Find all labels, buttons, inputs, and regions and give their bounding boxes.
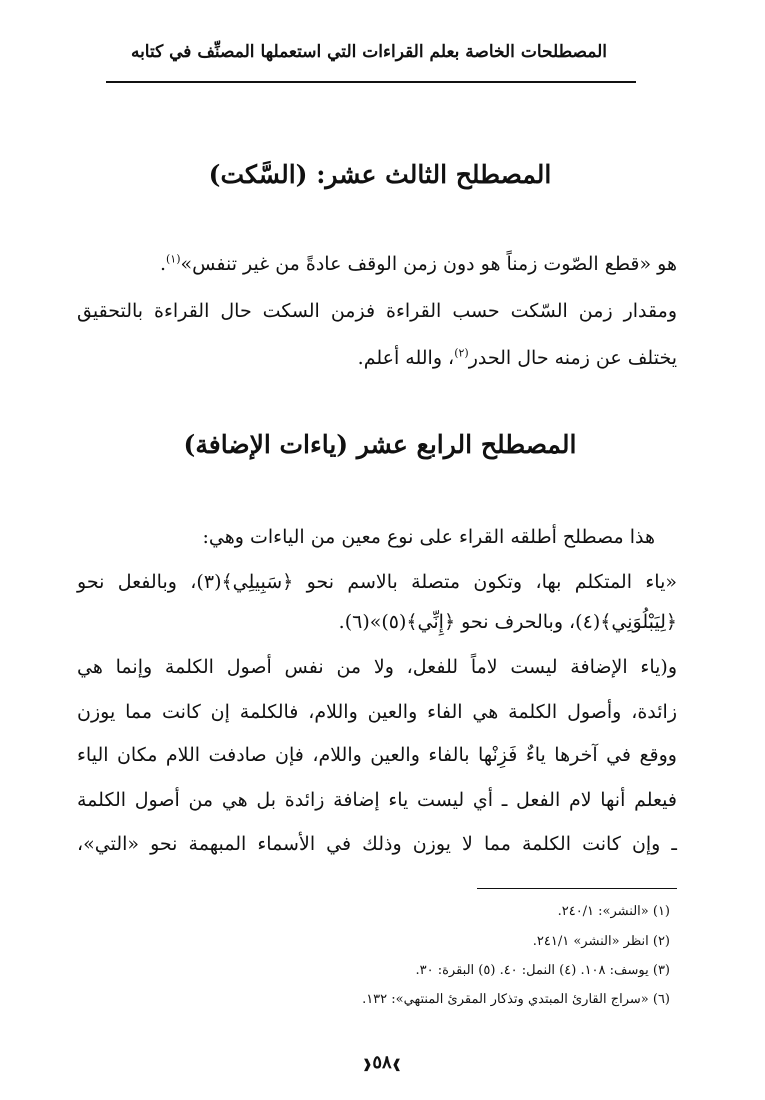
footnote-ref: (١) [165, 252, 181, 266]
section-title-13: المصطلح الثالث عشر: (السَّكت) [208, 160, 552, 189]
paragraph-line: زائدة، وأصول الكلمة هي الفاء والعين واللام، فالكلمة إن كانت مما يوزن [77, 701, 677, 723]
paragraph-line: ـ وإن كانت الكلمة مما لا يوزن وذلك في الأسماء المبهمة نحو «التي»، [77, 833, 677, 855]
paragraph-line: هو «قطع الصّوت زمناً هو دون زمن الوقف عادةً من غير تنفس»$^{(١)}$. [159, 252, 677, 275]
footnote: (٦) «سراج القارئ المبتدي وتذكار المقرئ المنتهي»: ١٣٢. [362, 992, 670, 1007]
page-number-value: ٥٨ [372, 1052, 392, 1073]
header-rule [106, 81, 636, 83]
footnote: (١) «النشر»: ٢٤٠/١. [557, 904, 670, 919]
paragraph-line: فيعلم أنها لام الفعل ـ أي ليست ياء إضافة زائدة بل هي من أصول الكلمة [77, 789, 677, 811]
footnote-ref: (٢) [454, 346, 469, 360]
paragraph-line: ومقدار زمن السّكت حسب القراءة فزمن السكت حال القراءة بالتحقيق [77, 300, 677, 322]
paragraph-line: يختلف عن زمنه حال الحدر$^{(٢)}$، والله أعلم. [357, 346, 677, 369]
footnote: (٢) انظر «النشر» ٢٤١/١. [532, 934, 670, 949]
section-title-14: المصطلح الرابع عشر (ياءات الإضافة) [183, 430, 577, 459]
paragraph-line: و(ياء الإضافة ليست لاماً للفعل، ولا من نفس أصول الكلمة وإنما هي [77, 656, 677, 678]
paragraph-line: هذا مصطلح أطلقه القراء على نوع معين من الياءات وهي: [202, 526, 655, 548]
paragraph-line: ﴿لِيَبْلُوَنِي﴾(٤)، وبالحرف نحو ﴿إِنِّي﴾(٥)»(٦). [338, 611, 677, 633]
page-number [332, 1052, 432, 1073]
ornament-left-icon: ❱ [391, 1057, 402, 1071]
footnote: (٣) يوسف: ١٠٨. (٤) النمل: ٤٠. (٥) البقرة: ٣٠. [415, 963, 670, 978]
ornament-right-icon: ❰ [362, 1057, 373, 1071]
paragraph-line: «ياء المتكلم بها، وتكون متصلة بالاسم نحو ﴿سَبِيلِي﴾(٣)، وبالفعل نحو [77, 571, 677, 593]
footnote-separator [477, 888, 677, 889]
paragraph-line: ووقع في آخرها ياءٌ فَزِنْها بالفاء والعين واللام، فإن صادفت اللام مكان الياء [77, 744, 677, 766]
running-header: المصطلحات الخاصة بعلم القراءات التي استعملها المصنِّف في كتابه [130, 42, 608, 62]
